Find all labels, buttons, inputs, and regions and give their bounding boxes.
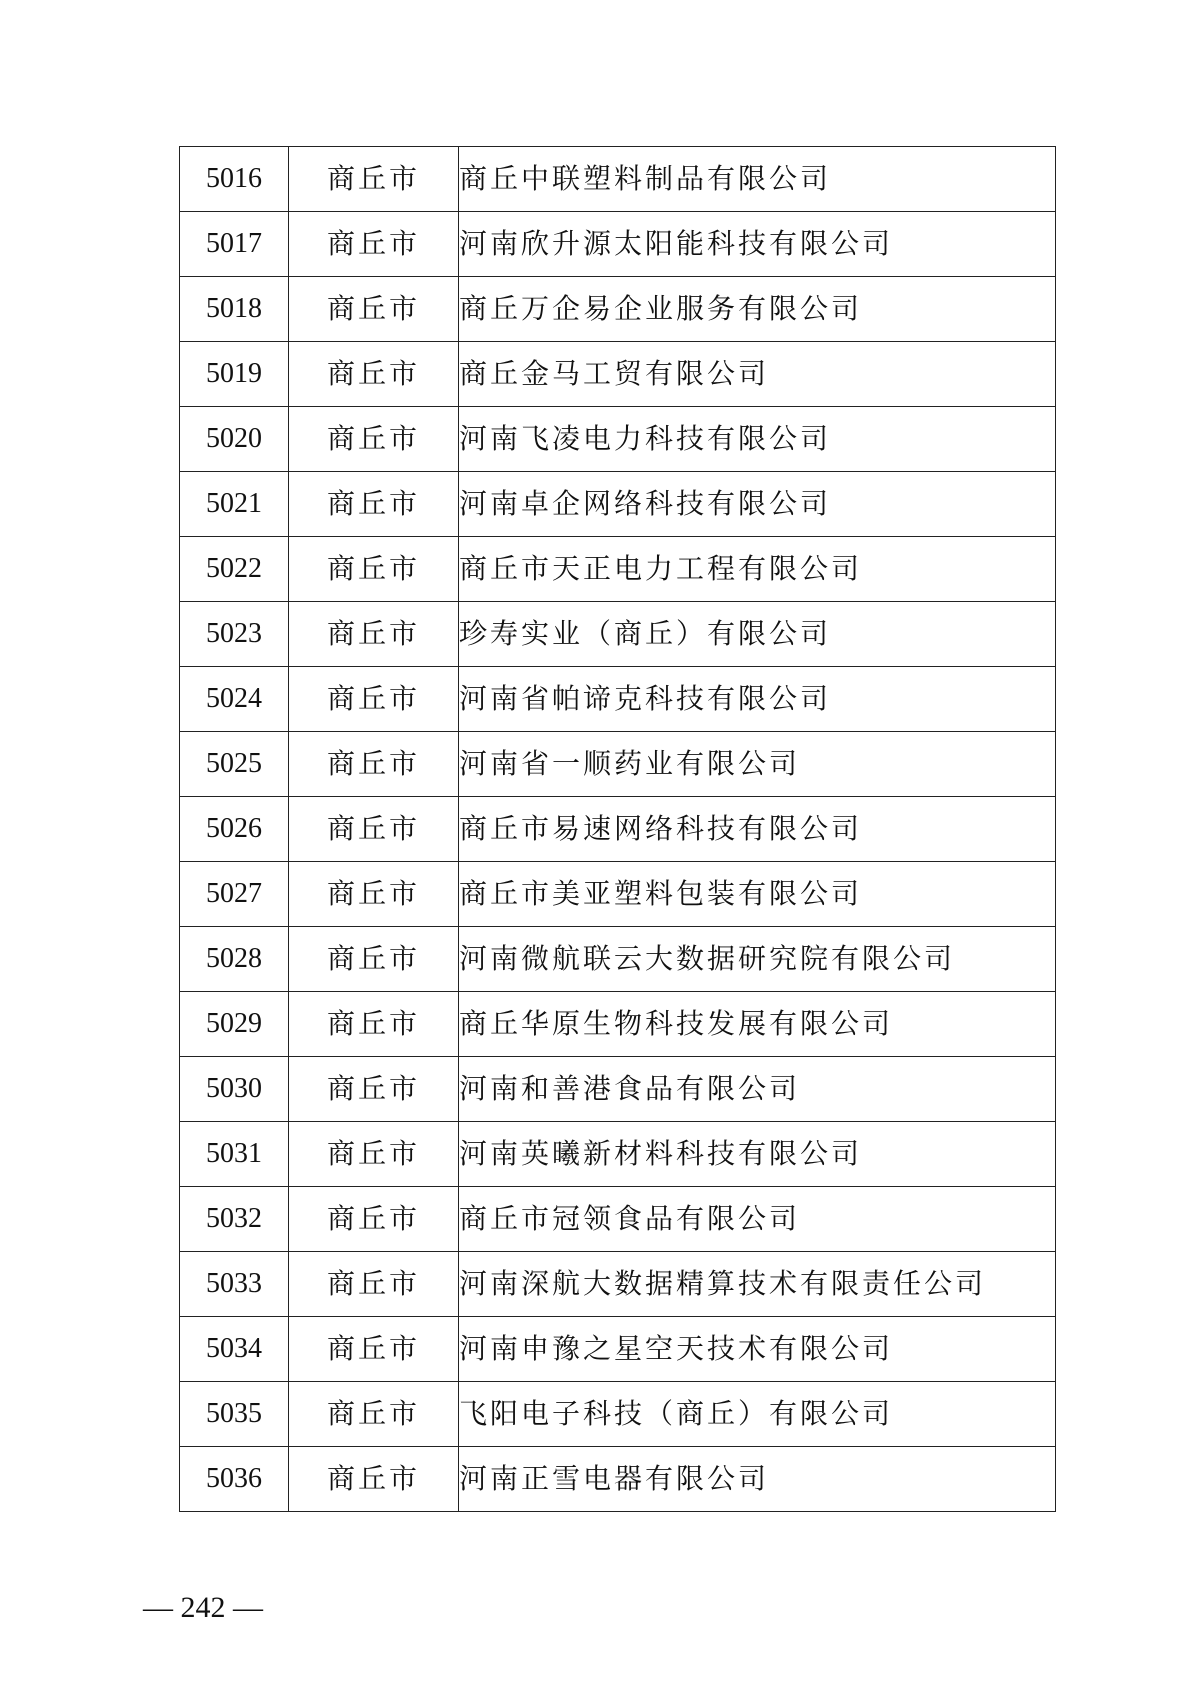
row-city-cell: 商丘市: [289, 1122, 459, 1187]
row-city-cell: 商丘市: [289, 602, 459, 667]
row-index-cell: 5023: [180, 602, 289, 667]
row-company-name-cell: 珍寿实业（商丘）有限公司: [459, 602, 1056, 667]
row-company-name-cell: 商丘华原生物科技发展有限公司: [459, 992, 1056, 1057]
row-index-cell: 5034: [180, 1317, 289, 1382]
row-index-cell: 5020: [180, 407, 289, 472]
table-row: [180, 1382, 1056, 1447]
row-company-name-cell: 商丘市美亚塑料包装有限公司: [459, 862, 1056, 927]
row-city-cell: 商丘市: [289, 1317, 459, 1382]
table-row: [180, 212, 1056, 277]
row-index-cell: 5018: [180, 277, 289, 342]
table-row: [180, 147, 1056, 212]
row-company-name-cell: 商丘中联塑料制品有限公司: [459, 147, 1056, 212]
row-index-cell: 5031: [180, 1122, 289, 1187]
row-company-name-cell: 河南飞凌电力科技有限公司: [459, 407, 1056, 472]
row-company-name-cell: 商丘市易速网络科技有限公司: [459, 797, 1056, 862]
row-city-cell: 商丘市: [289, 342, 459, 407]
row-company-name-cell: 河南省帕谛克科技有限公司: [459, 667, 1056, 732]
row-index-cell: 5032: [180, 1187, 289, 1252]
row-city-cell: 商丘市: [289, 537, 459, 602]
table-row: [180, 602, 1056, 667]
row-city-cell: 商丘市: [289, 212, 459, 277]
row-company-name-cell: 河南省一顺药业有限公司: [459, 732, 1056, 797]
row-city-cell: 商丘市: [289, 1252, 459, 1317]
row-city-cell: 商丘市: [289, 927, 459, 992]
row-city-cell: 商丘市: [289, 667, 459, 732]
row-city-cell: 商丘市: [289, 797, 459, 862]
row-company-name-cell: 河南英曦新材料科技有限公司: [459, 1122, 1056, 1187]
row-company-name-cell: 河南正雪电器有限公司: [459, 1447, 1056, 1512]
row-city-cell: 商丘市: [289, 1057, 459, 1122]
row-company-name-cell: 商丘市冠领食品有限公司: [459, 1187, 1056, 1252]
table-row: [180, 1057, 1056, 1122]
table-row: [180, 1187, 1056, 1252]
table-row: [180, 1317, 1056, 1382]
row-company-name-cell: 商丘金马工贸有限公司: [459, 342, 1056, 407]
row-city-cell: 商丘市: [289, 1382, 459, 1447]
row-index-cell: 5030: [180, 1057, 289, 1122]
row-index-cell: 5036: [180, 1447, 289, 1512]
table-row: [180, 472, 1056, 537]
row-company-name-cell: 河南欣升源太阳能科技有限公司: [459, 212, 1056, 277]
row-index-cell: 5022: [180, 537, 289, 602]
table-row: [180, 1447, 1056, 1512]
table-body: [180, 147, 1056, 1512]
row-city-cell: 商丘市: [289, 472, 459, 537]
table-row: [180, 277, 1056, 342]
row-company-name-cell: 商丘万企易企业服务有限公司: [459, 277, 1056, 342]
row-company-name-cell: 飞阳电子科技（商丘）有限公司: [459, 1382, 1056, 1447]
row-index-cell: 5028: [180, 927, 289, 992]
table-row: [180, 1252, 1056, 1317]
table-row: [180, 732, 1056, 797]
table-row: [180, 667, 1056, 732]
row-index-cell: 5026: [180, 797, 289, 862]
row-index-cell: 5027: [180, 862, 289, 927]
row-company-name-cell: 河南微航联云大数据研究院有限公司: [459, 927, 1056, 992]
table-row: [180, 992, 1056, 1057]
page-number: — 242 —: [143, 1591, 263, 1624]
table-row: [180, 342, 1056, 407]
row-city-cell: 商丘市: [289, 862, 459, 927]
row-company-name-cell: 河南和善港食品有限公司: [459, 1057, 1056, 1122]
table-row: [180, 797, 1056, 862]
row-company-name-cell: 河南卓企网络科技有限公司: [459, 472, 1056, 537]
row-company-name-cell: 河南深航大数据精算技术有限责任公司: [459, 1252, 1056, 1317]
table-row: [180, 407, 1056, 472]
row-index-cell: 5029: [180, 992, 289, 1057]
row-city-cell: 商丘市: [289, 992, 459, 1057]
row-city-cell: 商丘市: [289, 407, 459, 472]
row-city-cell: 商丘市: [289, 1447, 459, 1512]
row-city-cell: 商丘市: [289, 1187, 459, 1252]
row-index-cell: 5035: [180, 1382, 289, 1447]
row-company-name-cell: 商丘市天正电力工程有限公司: [459, 537, 1056, 602]
table-row: [180, 927, 1056, 992]
row-index-cell: 5017: [180, 212, 289, 277]
row-index-cell: 5024: [180, 667, 289, 732]
row-index-cell: 5033: [180, 1252, 289, 1317]
table-row: [180, 1122, 1056, 1187]
row-city-cell: 商丘市: [289, 732, 459, 797]
row-city-cell: 商丘市: [289, 147, 459, 212]
row-index-cell: 5025: [180, 732, 289, 797]
row-index-cell: 5016: [180, 147, 289, 212]
row-company-name-cell: 河南申豫之星空天技术有限公司: [459, 1317, 1056, 1382]
row-city-cell: 商丘市: [289, 277, 459, 342]
row-index-cell: 5021: [180, 472, 289, 537]
row-index-cell: 5019: [180, 342, 289, 407]
table-row: [180, 537, 1056, 602]
company-list-table: [179, 146, 1056, 1512]
table-row: [180, 862, 1056, 927]
